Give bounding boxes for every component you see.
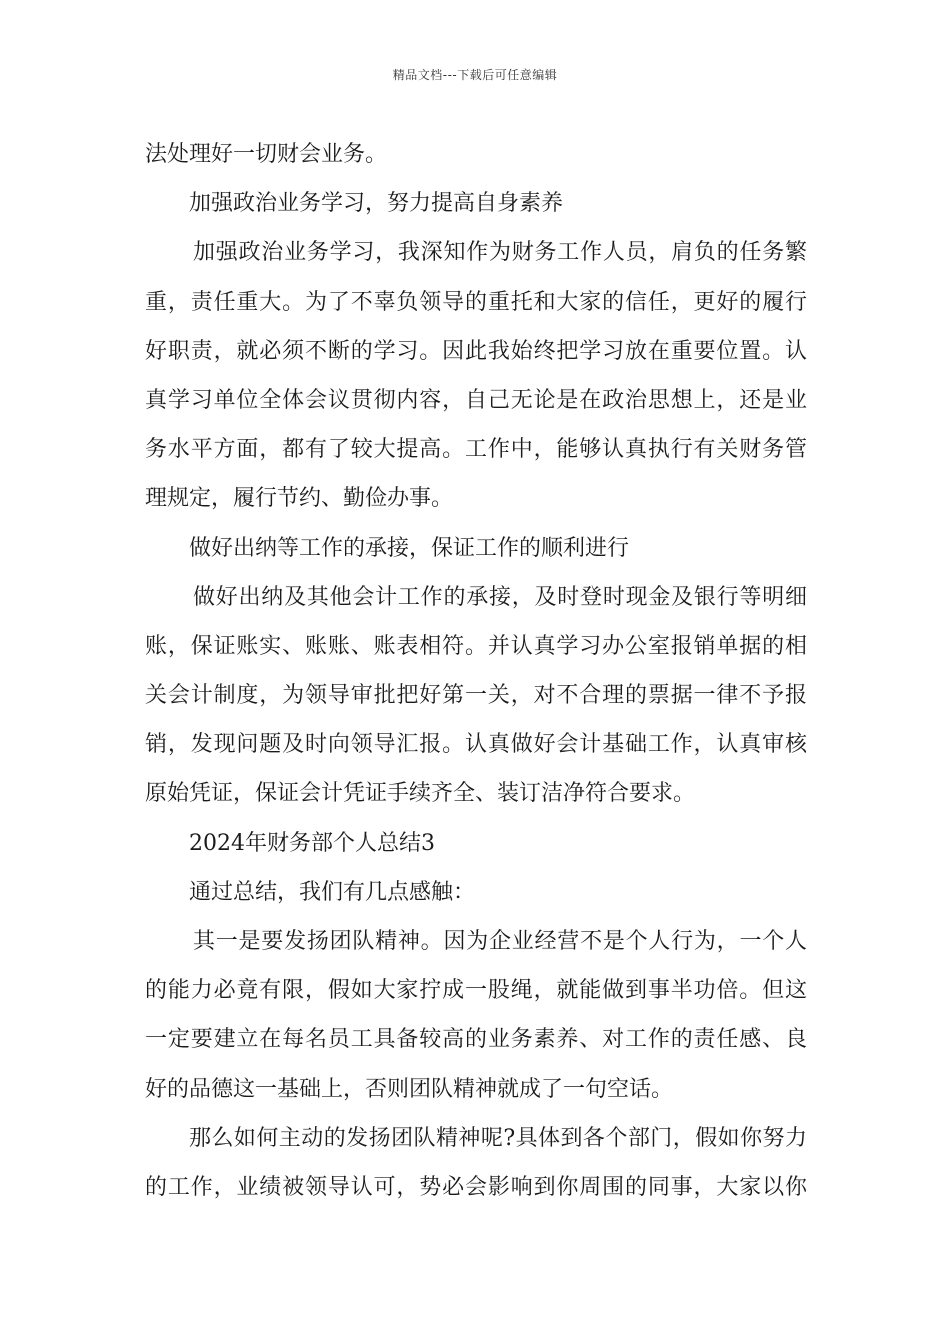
text-line: 原始凭证，保证会计凭证手续齐全、装订洁净符合要求。	[145, 781, 696, 807]
text-line: 关会计制度，为领导审批把好第一关，对不合理的票据一律不予报	[145, 683, 807, 709]
text-line: 好职责，就必须不断的学习。因此我始终把学习放在重要位置。认	[145, 338, 807, 364]
text-line: 法处理好一切财会业务。	[145, 142, 388, 167]
text-line: 理规定，履行节约、勤俭办事。	[145, 486, 454, 512]
text-line: 一定要建立在每名员工具备较高的业务素养、对工作的责任感、良	[145, 1027, 807, 1053]
text-line: 2024年财务部个人总结3	[189, 830, 435, 856]
text-line: 其一是要发扬团队精神。因为企业经营不是个人行为，一个人	[193, 929, 807, 954]
text-line: 重，责任重大。为了不辜负领导的重托和大家的信任，更好的履行	[145, 289, 807, 315]
text-line: 真学习单位全体会议贯彻内容，自己无论是在政治思想上，还是业	[145, 387, 807, 413]
text-line: 加强政治业务学习，努力提高自身素养	[189, 191, 564, 217]
text-line: 做好出纳等工作的承接，保证工作的顺利进行	[189, 535, 630, 561]
text-line: 的工作，业绩被领导认可，势必会影响到你周围的同事，大家以你	[145, 1174, 807, 1200]
text-line: 务水平方面，都有了较大提高。工作中，能够认真执行有关财务管	[145, 437, 807, 463]
text-line: 账，保证账实、账账、账表相符。并认真学习办公室报销单据的相	[145, 633, 807, 659]
page-header: 精品文档---下载后可任意编辑	[392, 68, 558, 82]
text-line: 加强政治业务学习，我深知作为财务工作人员，肩负的任务繁	[193, 240, 807, 266]
text-line: 销，发现问题及时向领导汇报。认真做好会计基础工作，认真审核	[145, 732, 807, 758]
text-line: 那么如何主动的发扬团队精神呢?具体到各个部门，假如你努力	[189, 1125, 807, 1151]
text-line: 的能力必竟有限，假如大家拧成一股绳，就能做到事半功倍。但这	[145, 978, 807, 1004]
text-line: 做好出纳及其他会计工作的承接，及时登时现金及银行等明细	[193, 584, 807, 610]
text-line: 通过总结，我们有几点感触：	[189, 879, 476, 905]
text-line: 好的品德这一基础上，否则团队精神就成了一句空话。	[145, 1076, 674, 1102]
document-body	[145, 130, 807, 1212]
